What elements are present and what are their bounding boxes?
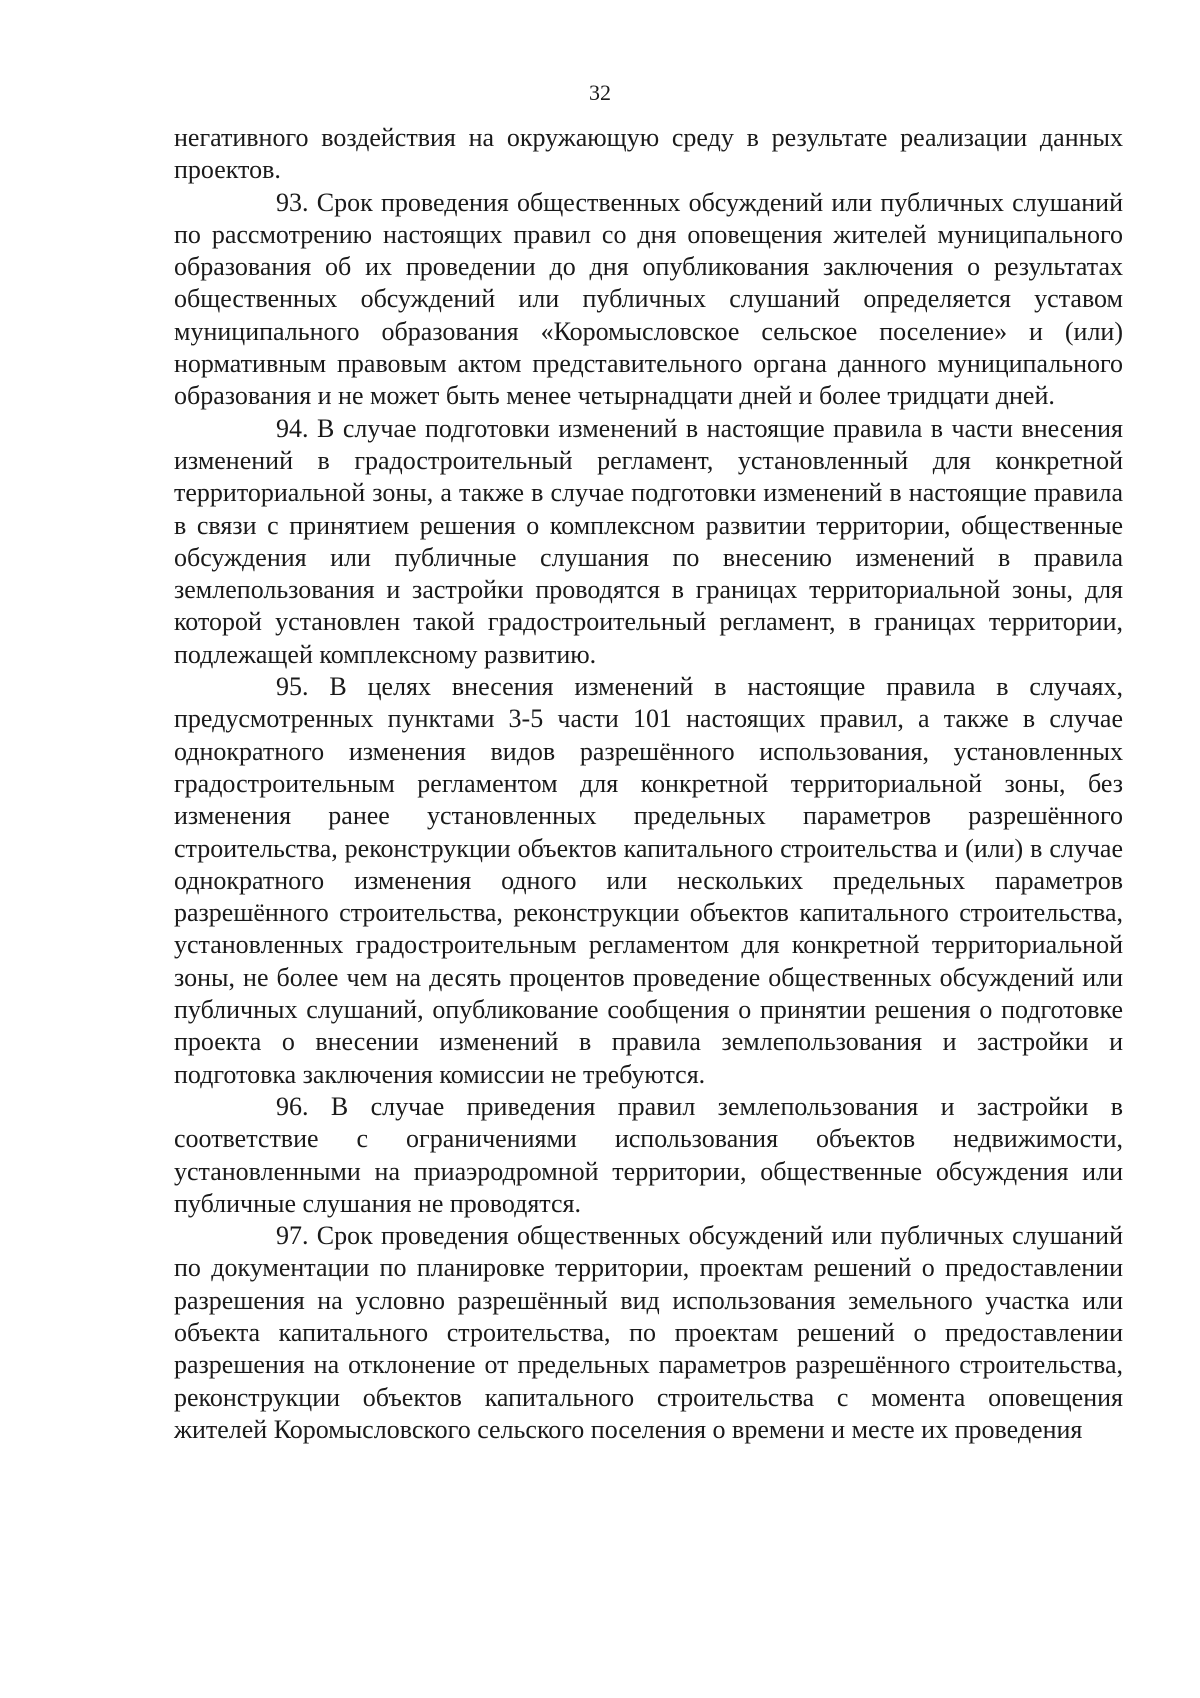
paragraph-number: 97. xyxy=(276,1221,309,1251)
paragraph-96 xyxy=(174,1091,1123,1220)
paragraph-94 xyxy=(174,413,1123,671)
paragraph-continuation xyxy=(174,122,1123,187)
paragraph-text: Срок проведения общественных обсуждений или публичных слушаний по документации по планировке территории, проектам решений о предоставлении разрешения на условно разрешённый вид использования земельного участка или объекта капитального строительства, по проектам решений о предоставлении разрешения на отклонение от предельных параметров разрешённого строительства, реконструкции объектов капитального строительства с момента оповещения жителей Коромысловского сельского поселения о времени и месте их проведения xyxy=(174,1221,1123,1444)
paragraph-text: негативного воздействия на окружающую среду в результате реализации данных проектов. xyxy=(174,123,1123,185)
paragraph-97 xyxy=(174,1220,1123,1446)
paragraph-93 xyxy=(174,187,1123,413)
paragraph-95 xyxy=(174,671,1123,1091)
paragraph-number: 95. xyxy=(276,672,309,702)
document-body xyxy=(174,122,1123,1446)
paragraph-text: В целях внесения изменений в настоящие правила в случаях, предусмотренных пунктами 3-5 части 101 настоящих правил, а также в случае однократного изменения видов разрешённого использования, установленных градостроительным регламентом для конкретной территориальной зоны, без изменения ранее установленных предельных параметров разрешённого строительства, реконструкции объектов капитального строительства и (или) в случае однократного изменения одного или нескольких предельных параметров разрешённого строительства, реконструкции объектов капитального строительства, установленных градостроительным регламентом для конкретной территориальной зоны, не более чем на десять процентов проведение общественных обсуждений или публичных слушаний, опубликование сообщения о принятии решения о подготовке проекта о внесении изменений в правила землепользования и застройки и подготовка заключения комиссии не требуются. xyxy=(174,672,1123,1089)
paragraph-text: В случае подготовки изменений в настоящие правила в части внесения изменений в градостроительный регламент, установленный для конкретной территориальной зоны, а также в случае подготовки изменений в настоящие правила в связи с принятием решения о комплексном развитии территории, общественные обсуждения или публичные слушания по внесению изменений в правила землепользования и застройки проводятся в границах территориальной зоны, для которой установлен такой градостроительный регламент, в границах территории, подлежащей комплексному развитию. xyxy=(174,413,1124,669)
paragraph-number: 96. xyxy=(276,1091,309,1121)
paragraph-number: 93. xyxy=(276,187,309,217)
page-number: 32 xyxy=(589,80,611,105)
paragraph-number: 94. xyxy=(276,413,309,443)
paragraph-text: В случае приведения правил землепользования и застройки в соответствие с ограничениями использования объектов недвижимости, установленными на приаэродромной территории, общественные обсуждения или публичные слушания не проводятся. xyxy=(174,1091,1124,1218)
paragraph-text: Срок проведения общественных обсуждений или публичных слушаний по рассмотрению настоящих правил со дня оповещения жителей муниципального образования об их проведении до дня опубликования заключения о результатах общественных обсуждений или публичных слушаний определяется уставом муниципального образования «Коромысловское сельское поселение» и (или) нормативным правовым актом представительного органа данного муниципального образования и не может быть менее четырнадцати дней и более тридцати дней. xyxy=(174,187,1123,411)
